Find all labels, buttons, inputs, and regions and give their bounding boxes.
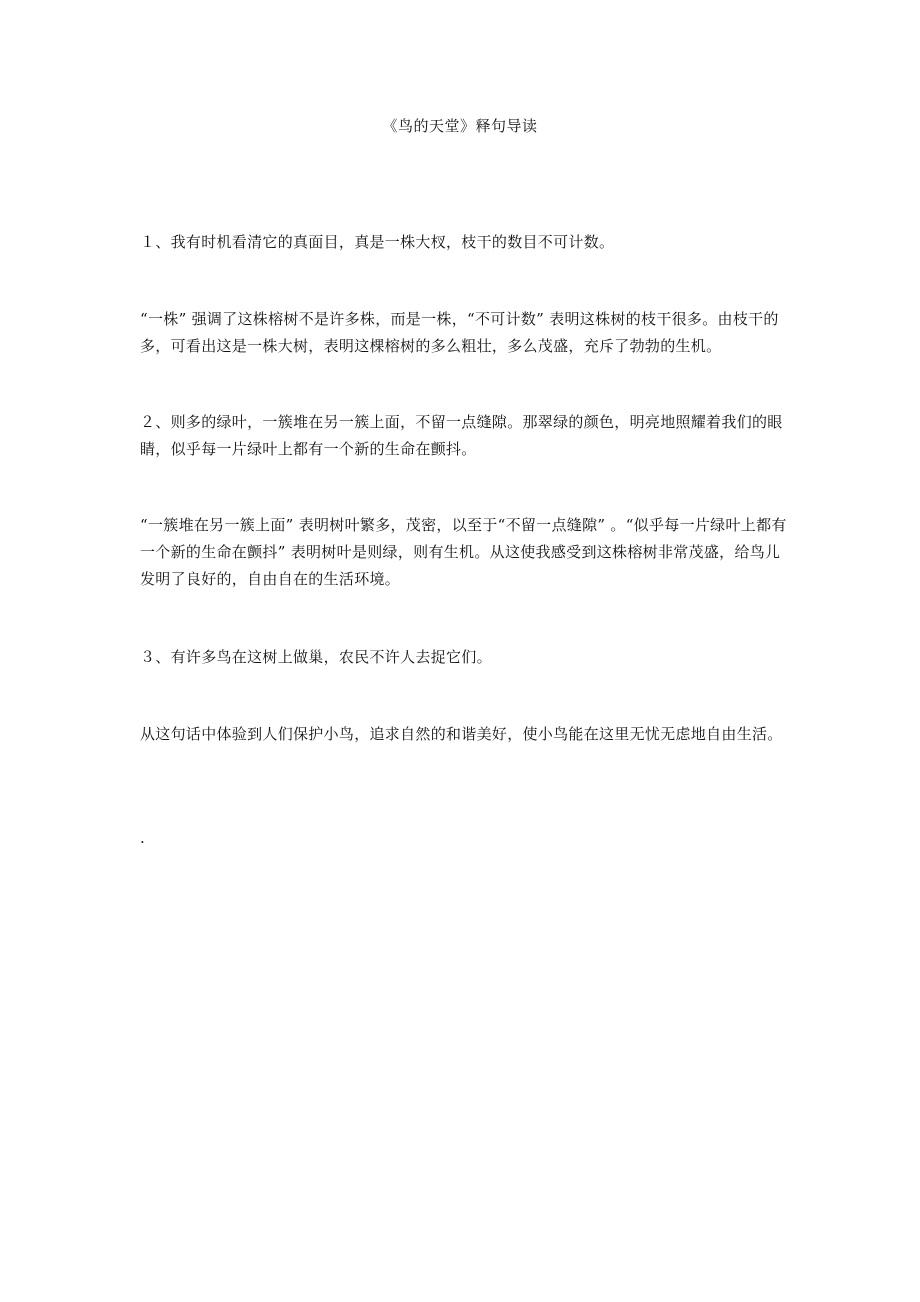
paragraph-sentence-3: ３、有许多鸟在这树上做巢，农民不许人去捉它们。 (140, 648, 492, 666)
trailing-period: . (140, 829, 146, 847)
document-title: 《鸟的天堂》释句导读 (382, 117, 538, 135)
paragraph-explanation-2: “一簇堆在另一簇上面” 表明树叶繁多，茂密，以至于“不留一点缝隙” 。“似乎每一片绿叶上都有一个新的生命在颤抖” 表明树叶是则绿，则有生机。从这使我感受到这株榕树非常茂盛，给鸟儿发明了良好的，自由自在的生活环境。 (140, 516, 787, 588)
paragraph-explanation-1: “一株” 强调了这株榕树不是许多株，而是一株，“不可计数” 表明这株树的枝干很多。由枝干的多，可看出这是一株大树，表明这棵榕树的多么粗壮，多么茂盛，充斥了勃勃的生机。 (140, 310, 779, 355)
paragraph-explanation-3: 从这句话中体验到人们保护小鸟，追求自然的和谐美好，使小鸟能在这里无忧无虑地自由生活。 (140, 725, 783, 743)
paragraph-sentence-2: ２、则多的绿叶，一簇堆在另一簇上面，不留一点缝隙。那翠绿的颜色，明亮地照耀着我们的眼睛，似乎每一片绿叶上都有一个新的生命在颤抖。 (140, 413, 783, 458)
paragraph-sentence-1: １、我有时机看清它的真面目，真是一株大杈，枝干的数目不可计数。 (140, 233, 615, 251)
